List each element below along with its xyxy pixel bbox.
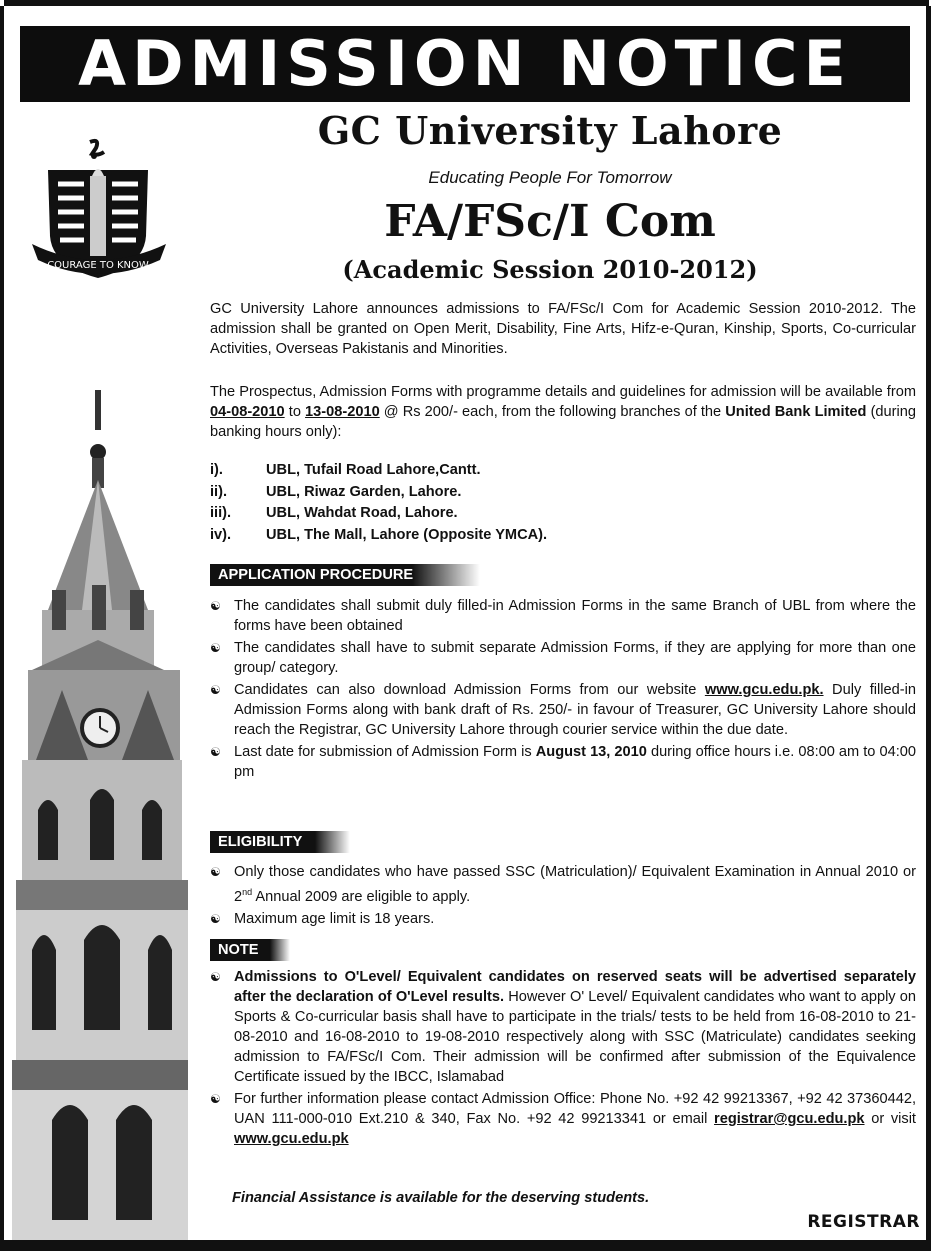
university-name: GC University Lahore (317, 108, 783, 153)
list-item: i). UBL, Tufail Road Lahore,Cantt. (210, 462, 481, 478)
left-border (0, 6, 4, 1251)
bullet-icon: ☯ (210, 970, 221, 984)
eligibility-heading: ELIGIBILITY (210, 831, 350, 853)
list-item: iv). UBL, The Mall, Lahore (Opposite YMCA). (210, 526, 548, 543)
list-item: ☯ For further information please contact Admission Office: Phone No. +92 42 99213367, +92 42 37360442, UAN 111-000-010 Ext.210 & 340, Fax No. +92 42 99213341 or email registrar@gcu.edu.pk or visit www.gcu.edu.pk (210, 1091, 916, 1147)
financial-assistance-note: Financial Assistance is available for the deserving students. (232, 1190, 650, 1206)
list-item: ☯ Admissions to O'Level/ Equivalent candidates on reserved seats will be advertised separately after the declaration of O'Level results. However O' Level/ Equivalent candidates who want to apply on Sports & Co-curricular basis shall have to participate in the trials/ tests to be held from 16-08-2010 to 21-08-2010 and 16-08-2010 to 19-08-2010 respectively along with SSC (Matriculate) candidates seeking admission to FA/FSc/I Com. Their admission will be confirmed after submission of the Equivalence Certificate issued by the IBCC, Islamabad (210, 969, 917, 1085)
list-item: iii). UBL, Wahdat Road, Lahore. (210, 505, 458, 521)
application-procedure-heading: APPLICATION PROCEDURE (210, 564, 480, 586)
clock-tower-image (12, 390, 188, 1240)
list-item: ☯ Only those candidates who have passed SSC (Matriculation)/ Equivalent Examination in Annual 2010 or 2nd Annual 2009 are eligible to apply. (210, 864, 916, 905)
top-border (4, 0, 929, 6)
eligibility-list (210, 862, 916, 931)
intro-paragraph: GC University Lahore announces admissions to FA/FSc/I Com for Academic Session 2010-2012. The admission shall be granted on Open Merit, Disability, Fine Arts, Hifz-e-Quran, Kinship, Sports, Co-curricular Activities, Overseas Pakistanis and Minorities. (210, 301, 916, 357)
university-tagline: Educating People For Tomorrow (428, 168, 672, 187)
bullet-icon: ☯ (210, 599, 221, 613)
website-link[interactable]: www.gcu.edu.pk (234, 1131, 349, 1147)
bullet-icon: ☯ (210, 641, 221, 655)
date-from: 04-08-2010 (210, 404, 285, 420)
prospectus-paragraph: The Prospectus, Admission Forms with programme details and guidelines for admission will be available from 04-08-2010 to 13-08-2010 @ Rs 200/- each, from the following branches of the United Bank Limited (during banking hours only): (210, 384, 917, 440)
list-item: ii). UBL, Riwaz Garden, Lahore. (210, 483, 462, 500)
bullet-icon: ☯ (210, 683, 221, 697)
academic-session: (Academic Session 2010-2012) (342, 255, 758, 284)
list-item: ☯ The candidates shall have to submit separate Admission Forms, if they are applying for more than one group/ category. (210, 640, 916, 676)
website-link[interactable]: www.gcu.edu.pk. (704, 682, 824, 698)
note-heading: NOTE (210, 939, 290, 961)
bullet-icon: ☯ (210, 911, 221, 926)
list-item: ☯ The candidates shall submit duly filled-in Admission Forms in the same Branch of UBL from where the forms have been obtained (210, 598, 916, 634)
list-item: ☯ Maximum age limit is 18 years. (210, 910, 435, 927)
bullet-icon: ☯ (210, 745, 221, 759)
university-crest-icon (28, 126, 170, 286)
list-item: ☯ Candidates can also download Admission Forms from our website www.gcu.edu.pk. Duly filled-in Admission Forms along with bank draft of Rs. 250/- in favour of Treasurer, GC University Lahore should reach the Registrar, GC University Lahore through courier service within the due date. (210, 682, 916, 738)
registrar-signature: REGISTRAR (807, 1212, 920, 1232)
application-procedure-list (210, 596, 916, 784)
crest-motto: COURAGE TO KNOW (47, 260, 149, 271)
right-border (926, 6, 931, 1251)
last-date: August 13, 2010 (535, 744, 647, 760)
email-link[interactable]: registrar@gcu.edu.pk (714, 1111, 865, 1127)
bullet-icon: ☯ (210, 1092, 221, 1106)
note-list (210, 967, 916, 1151)
list-item: ☯ Last date for submission of Admission Form is August 13, 2010 during office hours i.e. 08:00 am to 04:00 pm (210, 744, 916, 780)
header-banner (20, 26, 910, 102)
date-to: 13-08-2010 (305, 404, 380, 420)
branch-list (210, 460, 710, 546)
notice-title: ADMISSION NOTICE (78, 27, 852, 100)
bank-name: United Bank Limited (725, 404, 867, 420)
bullet-icon: ☯ (210, 865, 221, 879)
bottom-border (0, 1240, 931, 1251)
program-title: FA/FSc/I Com (384, 196, 716, 247)
